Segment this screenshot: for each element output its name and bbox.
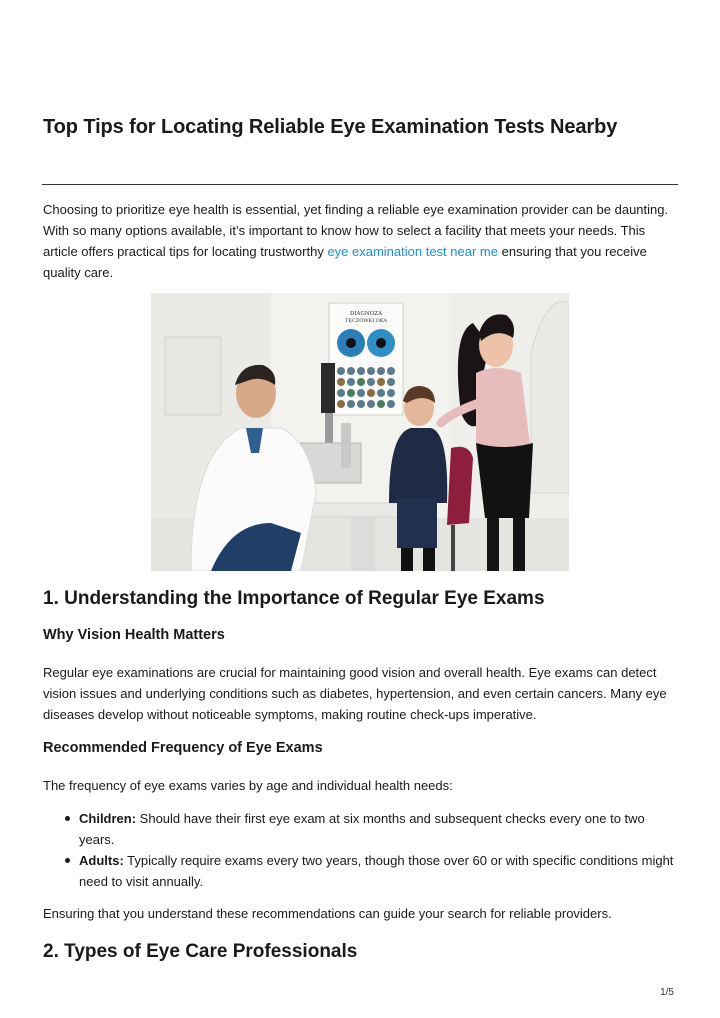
list-item-adults: [79, 850, 679, 892]
section1-subheading-vision: Why Vision Health Matters: [43, 627, 225, 643]
frequency-list: [43, 808, 679, 892]
page-number: 1/5: [660, 987, 674, 998]
intro-text-before: Choosing to prioritize eye health is essential, yet finding a reliable eye examination provider can be daunting. With so many options available, it’s important to know how to select a facility that meets your needs. This article offers practical tips for locating trustworthy: [43, 202, 669, 259]
section1-paragraph-frequency: The frequency of eye exams varies by age and individual health needs:: [43, 778, 453, 793]
list-item-label: Children:: [79, 811, 137, 826]
title-divider: [42, 184, 678, 185]
intro-text-after: ensuring that you receive quality care.: [43, 244, 647, 280]
section1-subheading-frequency: Recommended Frequency of Eye Exams: [43, 740, 323, 756]
eye-exam-photo: [151, 293, 569, 571]
page-title: Top Tips for Locating Reliable Eye Examination Tests Nearby: [43, 116, 618, 138]
section2-heading: 2. Types of Eye Care Professionals: [43, 941, 358, 962]
list-item-text: Typically require exams every two years, though those over 60 or with specific conditions might need to visit annually.: [79, 853, 674, 889]
section1-paragraph-vision: Regular eye examinations are crucial for maintaining good vision and overall health. Eye exams can detect vision issues and underlying conditions such as diabetes, hypertension, and even certain cancers. Many eye diseases develop without noticeable symptoms, making routine check-ups imperative.: [43, 665, 667, 722]
poster-line1: DIAGNOZA: [349, 311, 383, 317]
poster-line2: TĘCZÓWKI OKA: [344, 318, 388, 324]
photo-illustration: [151, 293, 569, 571]
intro-paragraph: [43, 199, 679, 283]
section1-heading: 1. Understanding the Importance of Regular Eye Exams: [43, 588, 545, 609]
section1-closing-paragraph: Ensuring that you understand these recommendations can guide your search for reliable providers.: [43, 906, 612, 921]
list-item-children: [79, 808, 679, 850]
list-item-text: Should have their first eye exam at six months and subsequent checks every one to two years.: [79, 811, 645, 847]
eye-exam-link[interactable]: eye examination test near me: [327, 244, 498, 259]
list-item-label: Adults:: [79, 853, 124, 868]
